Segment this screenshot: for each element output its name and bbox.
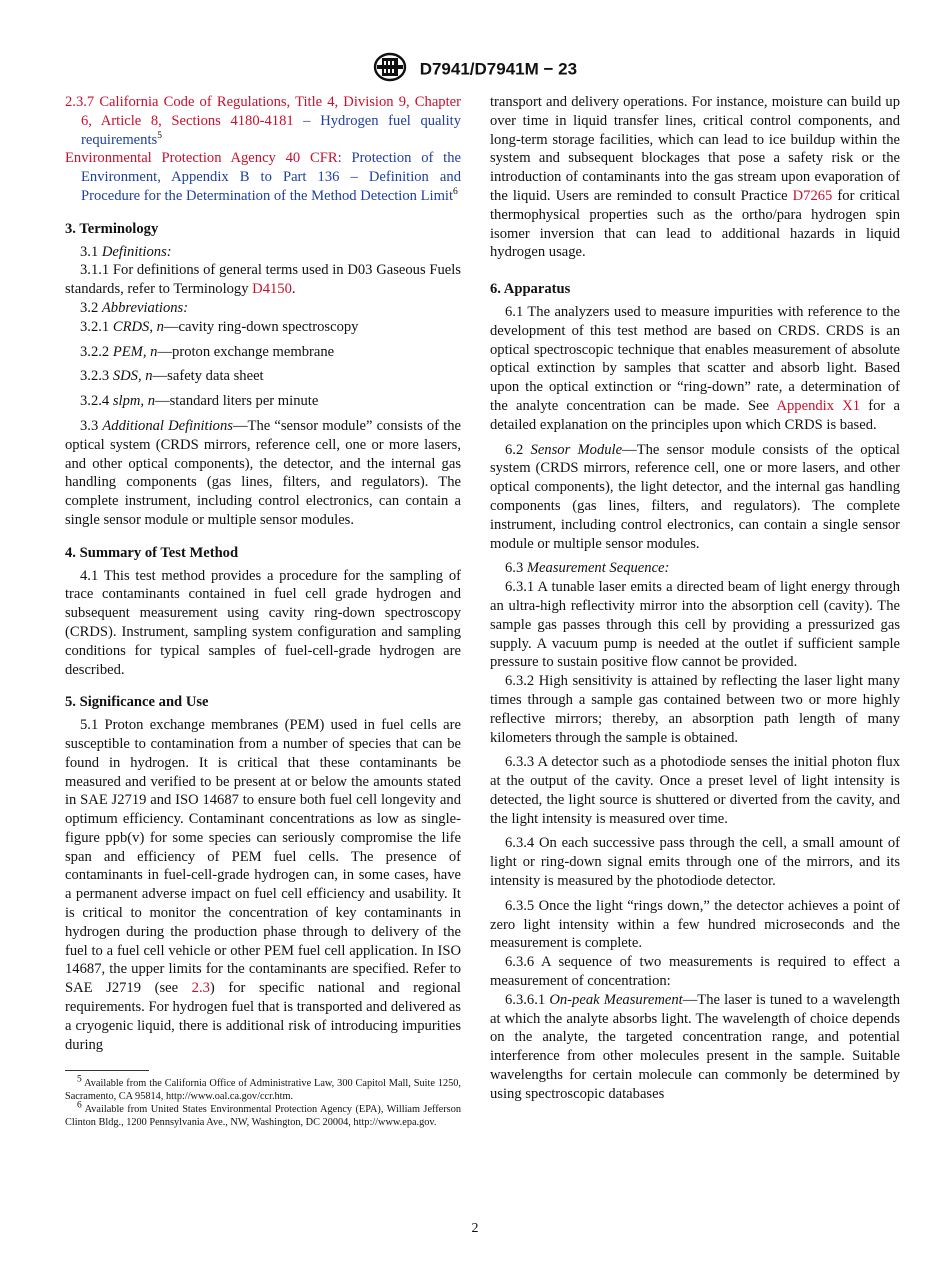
page-header — [0, 52, 950, 87]
paragraph-6-3: 6.3 Measurement Sequence: — [505, 560, 670, 577]
reference-2-3-7 — [65, 93, 461, 149]
link-d7265[interactable]: D7265 — [792, 187, 833, 204]
paragraph-6-3-6: 6.3.6 A sequence of two measurements is required to effect a measurement of concentration: — [490, 954, 900, 990]
paragraph-continued: transport and delivery operations. For instance, moisture can build up over time in liquid transfer lines, critical control components, and long-term storage facilities, which can lead to ice buildup within the system and subsequent blockages that pose a safety risk or the introduction of contaminants into the gas stream upon evaporation of the liquid. Users are reminded to consult Practice D7265 for critical thermophysical properties such as the ortho/para hydrogen spin isomer inversion that can lead to additional hazards in liquid hydrogen usage. — [490, 94, 900, 261]
paragraph-6-1: 6.1 The analyzers used to measure impurities with reference to the development of this test method are based on CRDS. CRDS is an optical spectroscopic technique that enables measurement of absolute optical extinction by samples that scatter and absorb light. Based upon the optical extinction or “ring-down” rate, a determination of the analyte concentration can be made. See Appendix X1 for a detailed explanation on the principles upon which CRDS is based. — [490, 303, 900, 433]
paragraph-6-3-4: 6.3.4 On each successive pass through the cell, a small amount of light or ring-down signal emits through one of the mirrors, and its intensity is measured by the photodiode detector. — [490, 835, 900, 890]
paragraph-3-2: 3.2 Abbreviations: — [80, 299, 189, 316]
footnote-6: 6 Available from United States Environmental Protection Agency (EPA), William Jefferson Clinton Bldg., 1200 Pennsylvania Ave., NW, Washington, DC 20004, http://www.epa.gov. — [65, 1101, 461, 1129]
section-heading: 3. Terminology — [65, 220, 159, 237]
paragraph-3-1: 3.1 Definitions: — [80, 243, 172, 260]
page-number: 2 — [471, 1221, 479, 1236]
paragraph-6-3-6-1: 6.3.6.1 On-peak Measurement—The laser is tuned to a wavelength at which the analyte absorbs light. The wavelength of choice depends on the analyte, the targeted concentration range, and potential interference from other molecules present in the sample. Suitable wavelengths for certain molecule can commonly be determined by using spectroscopic databases — [490, 991, 900, 1102]
footnote-5: 5 Available from the California Office of Administrative Law, 300 Capitol Mall, Suite 1250, Sacramento, CA 95814, http://www.oal.ca.gov/ccr.htm. — [65, 1075, 461, 1103]
section-heading: 6. Apparatus — [490, 281, 571, 298]
paragraph-3-2-3: 3.2.3 SDS, n—safety data sheet — [80, 368, 264, 385]
link-2-3[interactable]: 2.3 — [191, 980, 210, 997]
paragraph-3-2-1: 3.2.1 CRDS, n—cavity ring-down spectroscopy — [80, 318, 359, 335]
reference-link[interactable]: : Protection of the Environment, Appendix B to Part 136 – Definition and Procedure for the Determination of the Method Detection Limit — [81, 150, 461, 204]
reference-epa — [65, 149, 461, 205]
footnote-divider — [65, 1070, 149, 1071]
reference-title[interactable]: 2.3.7 California Code of Regulations, Title 4, Division 9, Chapter 6, Article 8, Sections 4180-4181 — [65, 94, 461, 129]
paragraph-4-1: 4.1 This test method provides a procedure for the sampling of trace contaminants contained in fuel cell grade hydrogen and subsequent measurement using cavity ring-down spectroscopy (CRDS). Instrument, sampling system configuration and sampling conditions for typical samples of fuel-cell-grade hydrogen are described. — [65, 567, 461, 678]
paragraph-5-1: 5.1 Proton exchange membranes (PEM) used in fuel cells are susceptible to contamination from a number of species that can be found in hydrogen. It is critical that these contaminants be measured and verified to be present at or below the amounts stated in SAE J2719 and ISO 14687 to ensure both fuel cell longevity and optimum efficiency. Contaminant concentrations as low as single-figure ppb(v) for some species can seriously compromise the life span and efficiency of PEM fuel cells. The presence of contaminants in fuel-cell-grade hydrogen can, in some cases, have a permanent adverse impact on fuel cell efficiency and usability. It is critical to monitor the concentration of key contaminants in hydrogen during the production phase through to delivery of the fuel to a fuel cell vehicle or other PEM fuel cell application. In ISO 14687, the upper limits for the contaminants are specified. Refer to SAE J2719 (see 2.3) for specific national and regional requirements. For hydrogen fuel that is transported and delivered as a cryogenic liquid, there is additional risk of introducing impurities during — [65, 717, 461, 1053]
paragraph-6-2: 6.2 Sensor Module—The sensor module consists of the optical system (CRDS mirrors, reference cell, one or more lasers, and other optical components), the light detector, and the internal gas handling components (gas lines, filters, and regulators). The complete instrument, including control electronics, can contain a single sensor module or multiple sensor modules. — [490, 441, 900, 552]
paragraph-3-1-1: 3.1.1 For definitions of general terms used in D03 Gaseous Fuels standards, refer to Terminology D4150. — [65, 262, 461, 298]
paragraph-3-2-2: 3.2.2 PEM, n—proton exchange membrane — [80, 343, 335, 360]
reference-title[interactable]: Environmental Protection Agency 40 CFR — [65, 150, 338, 167]
reference-link[interactable]: – Hydrogen fuel quality requirements — [81, 112, 461, 148]
section-heading: 5. Significance and Use — [65, 694, 209, 711]
section-heading: 4. Summary of Test Method — [65, 544, 239, 561]
paragraph-6-3-5: 6.3.5 Once the light “rings down,” the detector achieves a point of zero light intensity within a few hundred microseconds and the measurement is complete. — [490, 897, 900, 952]
paragraph-6-3-1: 6.3.1 A tunable laser emits a directed beam of light energy through an ultra-high reflectivity mirror into the absorption cell (cavity). The sample gas passes through this cell by providing a pressurized gas supply. A vacuum pump is needed at the outlet if sufficient sample pressure to sustain positive flow cannot be provided. — [490, 579, 900, 671]
document-id: D7941/D7941M − 23 — [419, 59, 578, 79]
astm-logo-icon — [373, 52, 407, 87]
footnote-mark: 6 — [453, 187, 458, 198]
right-column — [490, 93, 900, 1104]
paragraph-3-2-4: 3.2.4 slpm, n—standard liters per minute — [80, 393, 319, 410]
link-d4150[interactable]: D4150 — [252, 281, 292, 298]
paragraph-6-3-3: 6.3.3 A detector such as a photodiode senses the initial photon flux at the output of the cavity. Once a preset level of light intensity is detected, the light source is shuttered or diverted from the cavity, and the light intensity is measured over time. — [490, 754, 900, 827]
paragraph-6-3-2: 6.3.2 High sensitivity is attained by reflecting the laser light many times through a sample gas contained between two or more highly reflective mirrors; thereby, an absorption path length of many kilometers through the sample is obtained. — [490, 673, 900, 746]
footnote-mark: 5 — [157, 130, 162, 141]
left-column — [65, 93, 461, 1129]
paragraph-3-3: 3.3 Additional Definitions—The “sensor module” consists of the optical system (CRDS mirrors, reference cell, one or more lasers, and other optical components), the detector, and the internal gas handling components (gas lines, filters, and regulators). The complete instrument, including control electronics, can contain a single sensor module or multiple sensor modules. — [65, 417, 461, 528]
link-appendix-x1[interactable]: Appendix X1 — [776, 397, 861, 414]
